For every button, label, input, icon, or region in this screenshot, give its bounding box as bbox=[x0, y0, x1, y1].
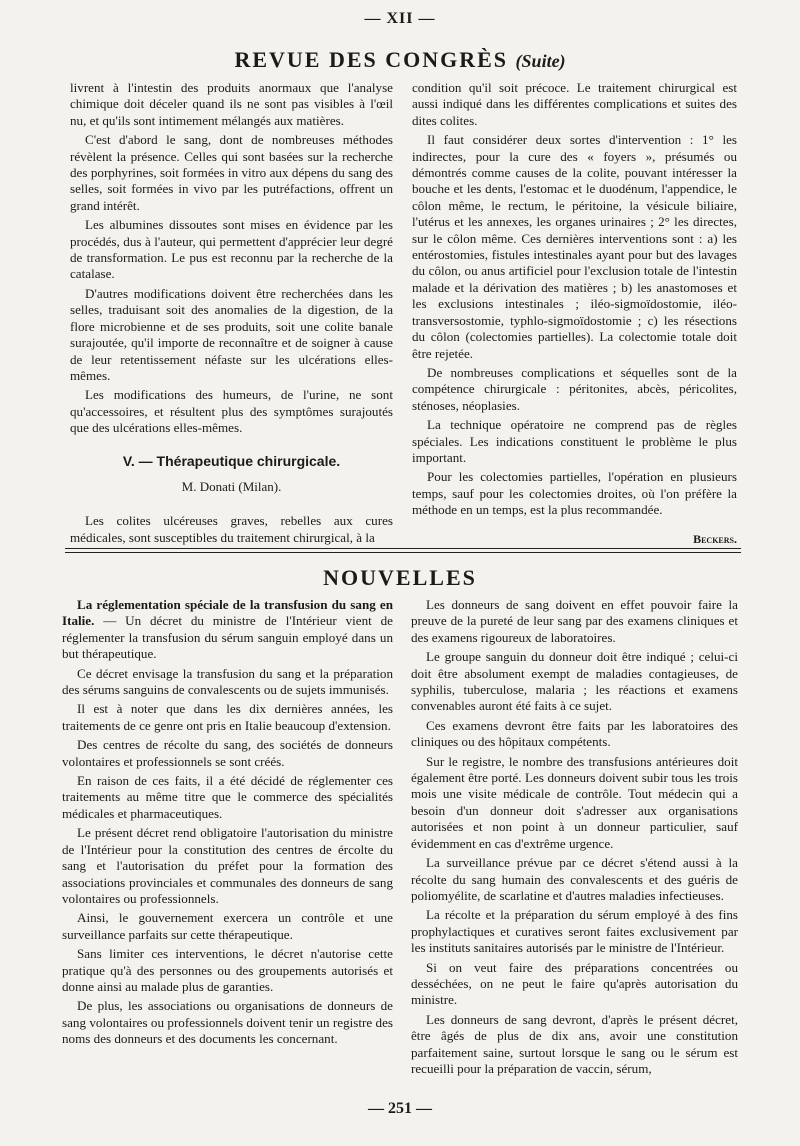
paragraph: Ainsi, le gouvernement exercera un contrôle et une surveillance parfaits sur cette thérapeutique. bbox=[62, 910, 393, 942]
section-author: M. Donati (Milan). bbox=[181, 478, 282, 494]
paragraph: Les modifications des humeurs, de l'urine, ne sont qu'accessoires, et résultent plus des symptômes surajoutés que des ulcérations elles-mêmes. bbox=[70, 387, 393, 436]
paragraph: La technique opératoire ne comprend pas de règles spéciales. Les indications constituent le problème le plus important. bbox=[412, 417, 737, 465]
header-suite: (Suite) bbox=[515, 51, 566, 71]
paragraph: Les donneurs de sang devront, d'après le présent décret, être âgés de plus de dix ans, avoir une constitution parfaitement saine, surtout lorsque le sang ou le sérum est recueilli pour la préparation de vaccin, sérum, bbox=[411, 1011, 738, 1076]
paragraph: Sur le registre, le nombre des transfusions antérieures doit également être porté. Les donneurs doivent subir tous les trois mois une visite médicale de contrôle. Tout médecin qui a besoin d'un donneur doit s'adresser aux organisations autorisées et non point à un donneur particulier, sauf évidemment en cas d'extrême urgence. bbox=[411, 753, 738, 851]
header-title: REVUE DES CONGRÈS bbox=[234, 47, 509, 72]
paragraph: Le présent décret rend obligatoire l'autorisation du ministre de l'Intérieur pour la constitution des centres de ércolte du sang et l'autorisation du préfet pour la formation des associations provinciales et communales des donneurs de sang volontaires ou professionnels. bbox=[62, 825, 393, 906]
paragraph: De plus, les associations ou organisations de donneurs de sang volontaires ou professionnels doivent tenir un registre des noms des donneurs et des documents les concernant. bbox=[62, 998, 393, 1047]
roman-page-number: — XII — bbox=[364, 10, 436, 27]
page-header bbox=[0, 47, 800, 73]
paragraph: En raison de ces faits, il a été décidé de réglementer ces traitements au même titre que le commerce des spécialités médicales et pharmaceutiques. bbox=[62, 773, 393, 821]
top-left-column bbox=[70, 80, 393, 546]
news-heading: NOUVELLES bbox=[323, 565, 477, 590]
paragraph: C'est d'abord le sang, dont de nombreuses méthodes révèlent la présence. Celles qui sont basées sur la recherche des porphyrines, soit formées in vitro aux dépens du sang des selles, soit formées in vivo par les putréfactions, offrent un grand intérêt. bbox=[70, 132, 393, 213]
paragraph: Il est à noter que dans les dix dernières années, les traitements de ce genre ont pris en Italie beaucoup d'extension. bbox=[62, 701, 393, 733]
news-lead-paragraph bbox=[62, 597, 393, 663]
paragraph: La récolte et la préparation du sérum employé à des fins prophylactiques et curatives seront faites exclusivement par les instituts sanitaires autorisés par le ministre de l'Intérieur. bbox=[411, 907, 738, 956]
paragraph: Sans limiter ces interventions, le décret n'autorise cette pratique qu'à des personnes ou des groupements autorisés et donne ainsi au malade plus de garanties. bbox=[62, 946, 393, 994]
paragraph: Si on veut faire des préparations concentrées ou desséchées, on ne peut le faire qu'après autorisation du ministre. bbox=[411, 959, 738, 1008]
news-left-column bbox=[62, 597, 393, 1048]
paragraph: Les donneurs de sang doivent en effet pouvoir faire la preuve de la pureté de leur sang par des examens cliniques et des examens rigoureux de laboratoires. bbox=[411, 597, 738, 645]
paragraph: La surveillance prévue par ce décret s'étend aussi à la récolte du sang humain des convalescents et des guéris de poliomyélite, de scarlatine et d'autres maladies infectieuses. bbox=[411, 855, 738, 903]
paragraph: Ce décret envisage la transfusion du sang et la préparation des sérums sanguins de convalescents ou de sujets immunisés. bbox=[62, 665, 393, 698]
page-number: — 251 — bbox=[368, 1100, 432, 1117]
signature: Beckers. bbox=[693, 531, 737, 546]
paragraph: Le groupe sanguin du donneur doit être indiqué ; celui-ci doit être absolument exempt de maladies contagieuses, de syphilis, tuberculose, malaria ; les réactions et examens convenables auront été faits à ce sujet. bbox=[411, 649, 738, 714]
paragraph: Ces examens devront être faits par les laboratoires des cliniques ou des hôpitaux compétents. bbox=[411, 717, 738, 750]
paragraph: Les colites ulcéreuses graves, rebelles aux cures médicales, sont susceptibles du traitement chirurgical, à la bbox=[70, 513, 393, 545]
paragraph: De nombreuses complications et séquelles sont de la compétence chirurgicale : péritonites, abcès, péricolites, sténoses, néoplasies. bbox=[412, 364, 737, 413]
section-divider bbox=[65, 548, 741, 549]
paragraph: condition qu'il soit précoce. Le traitement chirurgical est aussi indiqué dans les différentes complications et suites des dites colites. bbox=[412, 80, 737, 128]
paragraph: Pour les colectomies partielles, l'opération en plusieurs temps, sauf pour les colectomies droites, où l'on préfère la méthode en un temps, est la plus recommandée. bbox=[412, 469, 737, 518]
paragraph: Il faut considérer deux sortes d'intervention : 1° les indirectes, pour la cure des « foyers », présumés ou démontrés comme causes de la colite, pouvant intéresser la bouche et les dents, l'estomac et le duodénum, l'appendice, le côlon même, le rectum, le péritoine, la vésicule biliaire, l'utérus et les annexes, les organes urinaires ; 2° les directes, sur le côlon même. Ces dernières interventions sont : a) les entérostomies, fistules intestinales ayant pour but des lavages du côlon, ou anus artificiel pour l'exclusion totale de l'intestin malade et la dérivation des matières ; b) les anastomoses et les exclusions intestinales ; iléo-sigmoïdostomie, iléo-transversostomie, typhlo-sigmoïdostomie ; c) les résections du côlon (colectomies partielles). La colectomie totale doit être rejetée. bbox=[412, 132, 737, 361]
paragraph: D'autres modifications doivent être recherchées dans les selles, traduisant soit des anomalies de la digestion, de la flore microbienne et de ses produits, soit une colite banale surajoutée, qu'il importe de reconnaître et de soigner à cause de leur retentissement néfaste sur les ulcérations elles-mêmes. bbox=[70, 285, 393, 383]
section-divider-thin bbox=[65, 552, 741, 553]
paragraph: livrent à l'intestin des produits anormaux que l'analyse chimique doit déceler quand ils ne sont pas visibles à l'œil nu, et qu'ils sont intimement mélangés aux matières. bbox=[70, 80, 393, 128]
news-lead-title: La réglementation spéciale de la transfusion du sang en Italie. bbox=[62, 597, 393, 629]
top-right-column bbox=[412, 80, 737, 547]
news-lead-text: — Un décret du ministre de l'Intérieur vient de réglementer la transfusion du sérum sanguin employé dans un but thérapeutique. bbox=[62, 613, 393, 662]
paragraph: Les albumines dissoutes sont mises en évidence par les procédés, dus à l'auteur, qui permettent d'apprécier leur degré de transformation. Le pus est reconnu par la recherche de la catalase. bbox=[70, 217, 393, 282]
section-title: V. — Thérapeutique chirurgicale. bbox=[122, 452, 341, 469]
news-right-column bbox=[411, 597, 738, 1077]
paragraph: Des centres de récolte du sang, des sociétés de donneurs volontaires et professionnels se sont créés. bbox=[62, 737, 393, 769]
